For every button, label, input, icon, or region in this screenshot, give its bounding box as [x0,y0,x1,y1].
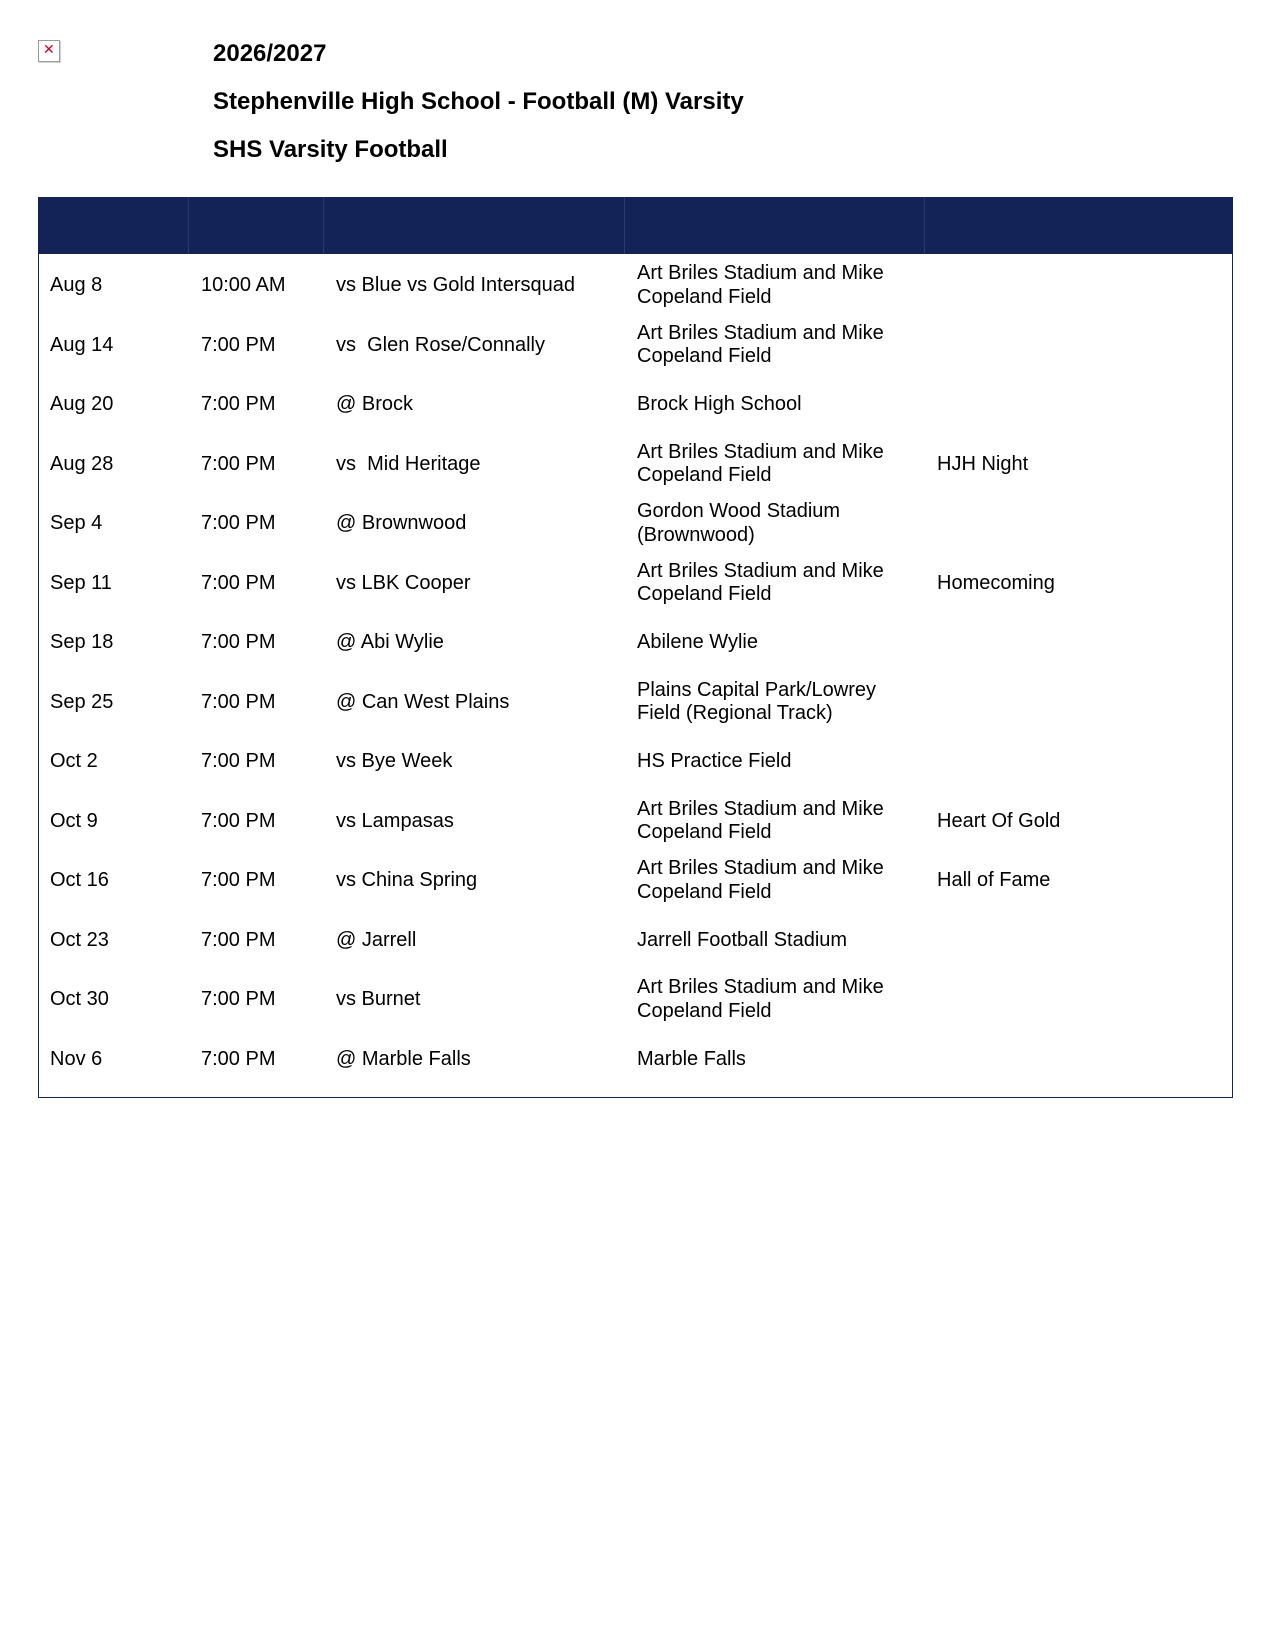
game-time-cell [189,274,324,298]
game-opponent: @ Marble Falls [336,1047,471,1070]
game-notes-cell [925,810,1232,834]
game-location-cell [625,262,925,309]
game-location-cell [625,560,925,607]
table-row [39,494,1232,554]
game-time-cell [189,929,324,953]
game-date-cell [39,988,189,1012]
game-date-cell [39,453,189,477]
game-opponent: vs Burnet [336,988,421,1010]
game-opponent-cell [324,988,625,1012]
game-location-cell [625,976,925,1023]
game-date: Sep 18 [50,631,114,653]
header-cell-location [625,198,925,254]
game-date: Nov 6 [50,1047,103,1070]
game-time: 7:00 PM [201,1047,276,1070]
game-date-cell [39,512,189,536]
game-opponent: @ Abi Wylie [336,631,444,653]
game-opponent: vs LBK Cooper [336,571,471,594]
game-location: Jarrell Football Stadium [637,928,848,951]
game-location-cell [625,929,925,953]
game-time-cell [189,631,324,655]
game-time-cell [189,869,324,893]
game-location-cell [625,750,925,774]
game-time: 7:00 PM [201,571,276,594]
game-location: Art Briles Stadium and Mike Copeland Field [637,262,890,308]
game-location: Art Briles Stadium and Mike Copeland Field [637,321,890,368]
header-cell-date [39,198,189,254]
table-row [39,256,1232,316]
game-date-cell [39,810,189,834]
game-location: Art Briles Stadium and Mike Copeland Field [637,440,890,487]
game-location-cell [625,441,925,488]
game-time: 7:00 PM [201,928,276,951]
schedule-rows [39,254,1232,1097]
game-date-cell [39,691,189,715]
game-location-cell [625,393,925,417]
game-time: 7:00 PM [201,750,276,772]
game-opponent: vs Glen Rose/Connally [336,333,545,356]
game-opponent: @ Brock [336,393,413,415]
game-time: 10:00 AM [201,274,286,296]
table-row [39,673,1232,733]
game-opponent-cell [324,691,625,715]
game-opponent-cell [324,274,625,298]
table-row [39,911,1232,971]
game-opponent: vs Bye Week [336,750,453,772]
game-time: 7:00 PM [201,869,276,891]
game-time: 7:00 PM [201,512,276,534]
table-row [39,375,1232,435]
game-date: Aug 14 [50,333,114,356]
game-date: Aug 28 [50,452,114,475]
table-row [39,1030,1232,1090]
header-cell-notes [925,198,1232,254]
game-location: Gordon Wood Stadium (Brownwood) [637,500,846,546]
game-time-cell [189,393,324,417]
table-row [39,732,1232,792]
game-time-cell [189,572,324,596]
game-location-cell [625,798,925,845]
game-date-cell [39,750,189,774]
table-row [39,970,1232,1030]
schedule-title: SHS Varsity Football [213,136,448,163]
broken-image-icon: ✕ [38,40,60,62]
game-opponent-cell [324,631,625,655]
game-time-cell [189,1048,324,1072]
table-row [39,851,1232,911]
game-date: Oct 9 [50,809,98,832]
game-location: Art Briles Stadium and Mike Copeland Field [637,857,890,903]
game-opponent: vs Mid Heritage [336,452,481,475]
game-date: Aug 20 [50,393,114,415]
game-location: Marble Falls [637,1047,746,1070]
game-date: Oct 16 [50,869,109,891]
game-time: 7:00 PM [201,393,276,415]
game-date-cell [39,393,189,417]
game-time: 7:00 PM [201,631,276,653]
game-date-cell [39,869,189,893]
game-date-cell [39,274,189,298]
game-date: Oct 30 [50,988,109,1010]
game-time-cell [189,453,324,477]
game-opponent: vs Lampasas [336,809,454,832]
game-opponent-cell [324,929,625,953]
game-date: Oct 23 [50,928,109,951]
game-notes: Homecoming [937,571,1055,594]
table-row [39,435,1232,495]
table-row [39,792,1232,852]
game-time: 7:00 PM [201,452,276,475]
game-date: Oct 2 [50,750,98,772]
game-opponent-cell [324,512,625,536]
game-location-cell [625,1048,925,1072]
game-location: Art Briles Stadium and Mike Copeland Field [637,559,890,606]
game-notes-cell [925,453,1232,477]
game-opponent-cell [324,393,625,417]
game-location: Plains Capital Park/Lowrey Field (Regional Track) [637,678,882,725]
game-location-cell [625,322,925,369]
game-time: 7:00 PM [201,333,276,356]
game-date: Sep 4 [50,512,103,534]
header-cell-time [189,198,324,254]
game-location-cell [625,857,925,904]
game-time-cell [189,512,324,536]
game-location: Art Briles Stadium and Mike Copeland Field [637,797,890,844]
school-team-title: Stephenville High School - Football (M) Varsity [213,88,744,115]
game-time-cell [189,691,324,715]
game-notes-cell [925,869,1232,893]
table-row [39,613,1232,673]
game-location: Brock High School [637,393,802,415]
schedule-header-band [39,198,1232,254]
game-time: 7:00 PM [201,988,276,1010]
game-date-cell [39,334,189,358]
game-notes: Hall of Fame [937,869,1051,891]
game-opponent-cell [324,810,625,834]
game-opponent: vs China Spring [336,869,478,891]
game-location: Abilene Wylie [637,631,758,653]
game-location: Art Briles Stadium and Mike Copeland Field [637,976,890,1022]
game-opponent: @ Brownwood [336,512,467,534]
schedule-table [38,197,1233,1098]
game-notes-cell [925,572,1232,596]
game-location-cell [625,631,925,655]
game-notes: HJH Night [937,452,1029,475]
game-opponent: vs Blue vs Gold Intersquad [336,274,576,296]
game-time: 7:00 PM [201,690,276,713]
game-date-cell [39,929,189,953]
game-time-cell [189,750,324,774]
game-date-cell [39,1048,189,1072]
game-date-cell [39,572,189,596]
game-opponent-cell [324,869,625,893]
header-cell-opponent [324,198,625,254]
game-opponent-cell [324,572,625,596]
game-location: HS Practice Field [637,750,792,772]
game-location-cell [625,500,925,547]
season-title: 2026/2027 [213,40,327,67]
game-opponent-cell [324,750,625,774]
game-time-cell [189,810,324,834]
game-opponent: @ Can West Plains [336,690,510,713]
game-location-cell [625,679,925,726]
game-time-cell [189,334,324,358]
game-date-cell [39,631,189,655]
table-row [39,554,1232,614]
game-opponent-cell [324,453,625,477]
game-time: 7:00 PM [201,809,276,832]
game-date: Sep 25 [50,690,114,713]
game-opponent: @ Jarrell [336,928,417,951]
table-row [39,316,1232,376]
game-date: Aug 8 [50,274,103,296]
game-notes: Heart Of Gold [937,809,1061,832]
game-date: Sep 11 [50,571,112,594]
game-time-cell [189,988,324,1012]
game-opponent-cell [324,1048,625,1072]
game-opponent-cell [324,334,625,358]
